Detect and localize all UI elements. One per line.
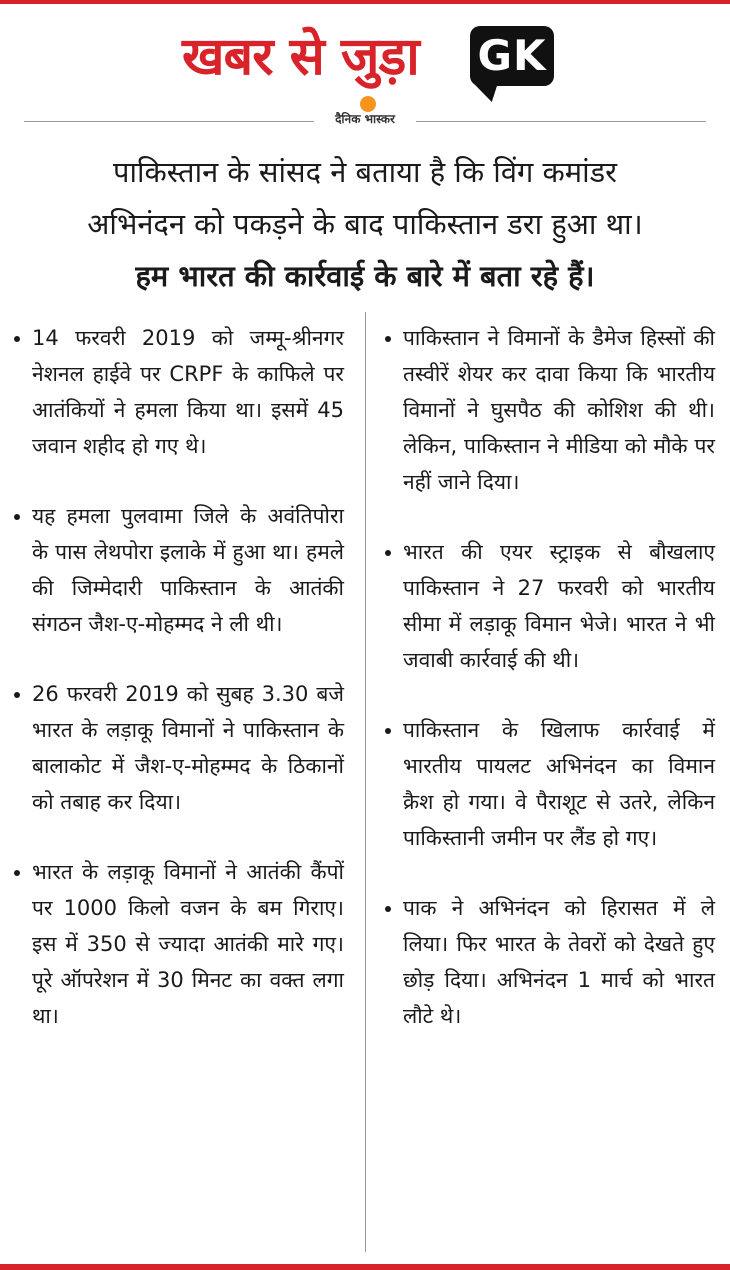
intro-line-1: पाकिस्तान के सांसद ने बताया है कि विंग कमांडर — [113, 155, 617, 189]
bottom-border — [0, 1264, 730, 1270]
page-title: खबर से जुड़ा — [182, 27, 419, 87]
bullet-icon — [385, 728, 391, 734]
left-column — [14, 320, 344, 1068]
logo-text: दैनिक भास्कर — [335, 112, 395, 126]
list-item-text: भारत की एयर स्ट्राइक से बौखलाए पाकिस्तान ने 27 फरवरी को भारतीय सीमा में लड़ाकू विमान भेजे। भारत ने भी जवाबी कार्रवाई की थी। — [403, 540, 715, 672]
list-item — [14, 854, 344, 1034]
list-item-text: 26 फरवरी 2019 को सुबह 3.30 बजे भारत के लड़ाकू विमानों ने पाकिस्तान के बालाकोट में जैश-ए-मोहम्मद के ठिकानों को तबाह कर दिया। — [32, 682, 344, 814]
intro-line-2: अभिनंदन को पकड़ने के बाद पाकिस्तान डरा हुआ था। — [87, 207, 643, 241]
right-column — [385, 320, 715, 1068]
header-divider-left — [24, 121, 314, 122]
intro-text — [20, 146, 710, 302]
bullet-icon — [385, 550, 391, 556]
list-item-text: पाकिस्तान ने विमानों के डैमेज हिस्सों की तस्वीरें शेयर कर दावा किया कि भारतीय विमानों ने घुसपैठ की कोशिश की थी। लेकिन, पाकिस्तान ने मीडिया को मौके पर नहीं जाने दिया। — [403, 326, 715, 494]
list-item-text: पाकिस्तान के खिलाफ कार्रवाई में भारतीय पायलट अभिनंदन का विमान क्रैश हो गया। वे पैराशूट से उतरे, लेकिन पाकिस्तानी जमीन पर लैंड हो गए। — [403, 718, 715, 850]
header — [0, 24, 730, 104]
list-item — [385, 534, 715, 678]
list-item — [385, 712, 715, 856]
intro-line-3: हम भारत की कार्रवाई के बारे में बता रहे हैं। — [135, 259, 595, 293]
column-divider — [365, 312, 366, 1252]
list-item-text: भारत के लड़ाकू विमानों ने आतंकी कैंपों पर 1000 किलो वजन के बम गिराए। इस में 350 से ज्यादा आतंकी मारे गए। पूरे ऑपरेशन में 30 मिनट का वक्त लगा था। — [32, 860, 344, 1028]
dainik-bhaskar-logo — [314, 96, 416, 130]
bullet-icon — [14, 870, 20, 876]
top-border — [0, 0, 730, 4]
list-item — [14, 320, 344, 464]
bullet-icon — [14, 514, 20, 520]
header-divider-right — [416, 121, 706, 122]
list-item — [14, 676, 344, 820]
list-item — [14, 498, 344, 642]
gk-badge: GK — [470, 26, 554, 86]
bullet-icon — [385, 906, 391, 912]
list-item-text: 14 फरवरी 2019 को जम्मू-श्रीनगर नेशनल हाईवे पर CRPF के काफिले पर आतंकियों ने हमला किया था। इसमें 45 जवान शहीद हो गए थे। — [32, 326, 344, 458]
bullet-icon — [385, 336, 391, 342]
bullet-icon — [14, 336, 20, 342]
list-item-text: यह हमला पुलवामा जिले के अवंतिपोरा के पास लेथपोरा इलाके में हुआ था। हमले की जिम्मेदारी पाकिस्तान के आतंकी संगठन जैश-ए-मोहम्मद ने ली थी। — [32, 504, 344, 636]
list-item — [385, 890, 715, 1034]
bullet-icon — [14, 692, 20, 698]
list-item — [385, 320, 715, 500]
list-item-text: पाक ने अभिनंदन को हिरासत में ले लिया। फिर भारत के तेवरों को देखते हुए छोड़ दिया। अभिनंदन 1 मार्च को भारत लौटे थे। — [403, 896, 715, 1028]
